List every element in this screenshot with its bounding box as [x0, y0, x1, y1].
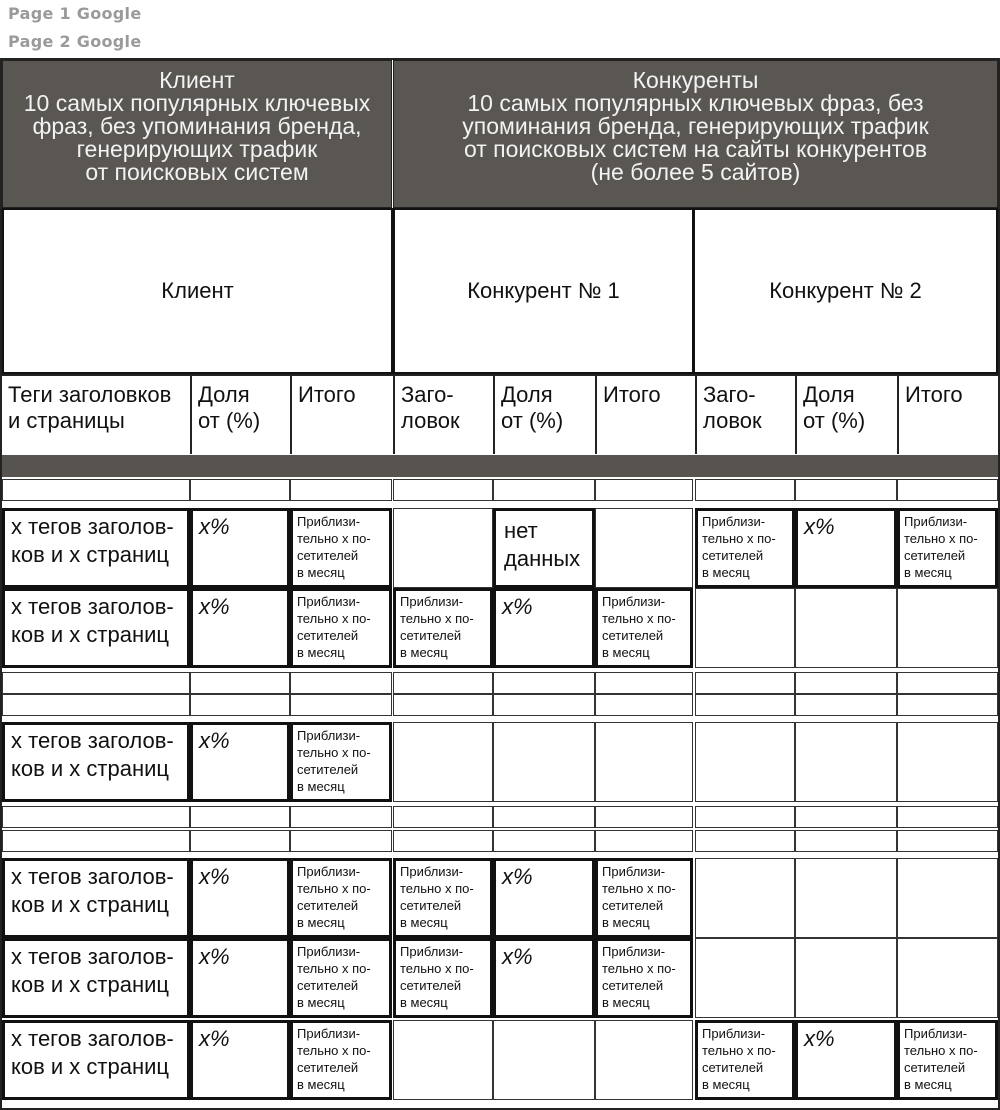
cell-line: данных — [504, 546, 581, 571]
cell-line: тельно x по- — [297, 881, 371, 896]
cell-line: Приблизи- — [702, 514, 766, 529]
empty-cell — [2, 806, 190, 828]
cell-line: сетителей — [297, 1060, 359, 1075]
empty-cell — [190, 672, 290, 694]
approx-cell — [290, 722, 392, 802]
cell-line: в месяц — [297, 779, 345, 794]
client-header-line: 10 самых популярных ключевых — [23, 90, 371, 116]
empty-cell — [795, 694, 897, 716]
empty-cell — [795, 672, 897, 694]
empty-cell — [2, 672, 190, 694]
empty-cell — [493, 672, 595, 694]
cell-line: Приблизи- — [297, 728, 361, 743]
tags-cell — [2, 858, 190, 938]
empty-cell — [897, 588, 998, 668]
empty-cell — [190, 694, 290, 716]
empty-cell — [897, 722, 998, 802]
empty-cell — [695, 694, 795, 716]
tags-cell — [2, 722, 190, 802]
empty-cell — [897, 938, 998, 1018]
empty-cell — [695, 938, 795, 1018]
col-header-heading — [393, 376, 493, 454]
cell-line: в месяц — [702, 565, 750, 580]
percent-cell: x% — [493, 588, 595, 668]
empty-cell — [493, 830, 595, 852]
competitors-header-line: (не более 5 сайтов) — [590, 159, 801, 185]
approx-cell — [290, 1020, 392, 1100]
col-header-line: Доля — [803, 382, 855, 407]
empty-cell — [393, 806, 493, 828]
empty-cell — [695, 672, 795, 694]
tags-cell — [2, 938, 190, 1018]
empty-cell — [393, 1020, 493, 1100]
col-header-total — [290, 376, 392, 454]
cell-line: тельно x по- — [297, 961, 371, 976]
competitors-header — [393, 60, 998, 208]
empty-cell — [2, 694, 190, 716]
cell-line: сетителей — [297, 898, 359, 913]
cell-line: в месяц — [297, 915, 345, 930]
col-header-heading — [695, 376, 795, 454]
col-header-line: Итого — [603, 382, 661, 407]
empty-cell — [290, 806, 392, 828]
approx-cell — [290, 858, 392, 938]
empty-cell — [290, 830, 392, 852]
cell-line: тельно x по- — [904, 531, 978, 546]
cell-line: Приблизи- — [297, 594, 361, 609]
cell-line: ков и x страниц — [11, 972, 170, 997]
rule — [2, 374, 998, 376]
cell-line: в месяц — [297, 645, 345, 660]
cell-line: сетителей — [702, 1060, 764, 1075]
empty-cell — [290, 694, 392, 716]
cell-line: в месяц — [904, 1077, 952, 1092]
cell-line: сетителей — [400, 628, 462, 643]
col-header-line: ловок — [703, 408, 762, 433]
cell-line: в месяц — [297, 1077, 345, 1092]
empty-cell — [695, 858, 795, 938]
approx-cell — [393, 588, 493, 668]
empty-cell — [595, 1020, 693, 1100]
cell-line: Приблизи- — [400, 944, 464, 959]
empty-cell — [595, 830, 693, 852]
empty-cell — [795, 858, 897, 938]
cell-line: ков и x страниц — [11, 542, 170, 567]
cell-line: Приблизи- — [602, 864, 666, 879]
empty-cell — [897, 806, 998, 828]
empty-cell — [695, 722, 795, 802]
col-header-share — [190, 376, 290, 454]
empty-cell — [493, 1020, 595, 1100]
cell-line: Приблизи- — [400, 594, 464, 609]
cell-line: тельно x по- — [297, 611, 371, 626]
empty-cell — [595, 479, 693, 501]
competitors-header-line: от поисковых систем на сайты конкурентов — [463, 136, 928, 162]
cell-line: x тегов заголов- — [11, 514, 174, 539]
cell-line: нет — [504, 518, 538, 543]
cell-line: в месяц — [904, 565, 952, 580]
empty-cell — [695, 588, 795, 668]
empty-cell — [290, 479, 392, 501]
cell-line: в месяц — [400, 915, 448, 930]
tags-cell — [2, 508, 190, 588]
cell-line: x тегов заголов- — [11, 594, 174, 619]
subheader-competitor-1: Конкурент № 1 — [393, 208, 694, 374]
approx-cell — [290, 938, 392, 1018]
cell-line: Приблизи- — [400, 864, 464, 879]
subheader-client: Клиент — [2, 208, 393, 374]
cell-line: в месяц — [297, 995, 345, 1010]
empty-cell — [393, 479, 493, 501]
cell-line: ков и x страниц — [11, 1054, 170, 1079]
cell-line: сетителей — [702, 548, 764, 563]
empty-cell — [493, 479, 595, 501]
percent-cell: x% — [190, 938, 290, 1018]
cell-line: в месяц — [702, 1077, 750, 1092]
empty-cell — [595, 508, 693, 588]
cell-line: ков и x страниц — [11, 756, 170, 781]
empty-cell — [393, 694, 493, 716]
col-header-share — [493, 376, 595, 454]
col-header-line: от (%) — [803, 408, 866, 433]
col-header-line: от (%) — [501, 408, 564, 433]
empty-cell — [493, 694, 595, 716]
cell-line: тельно x по- — [400, 611, 474, 626]
empty-cell — [190, 479, 290, 501]
approx-cell — [897, 1020, 998, 1100]
col-header-line: Теги заголовков — [8, 382, 172, 407]
cell-line: тельно x по- — [297, 531, 371, 546]
empty-cell — [897, 694, 998, 716]
empty-cell — [595, 694, 693, 716]
client-header — [2, 60, 392, 208]
percent-cell: x% — [190, 588, 290, 668]
dark-band — [2, 455, 998, 477]
empty-cell — [290, 672, 392, 694]
cell-line: тельно x по- — [702, 531, 776, 546]
cell-line: сетителей — [297, 628, 359, 643]
col-header-line: Заго- — [401, 382, 454, 407]
cell-line: сетителей — [602, 898, 664, 913]
subheader-competitor-2: Конкурент № 2 — [693, 208, 998, 374]
empty-cell — [190, 806, 290, 828]
col-header-share — [795, 376, 897, 454]
cell-line: в месяц — [602, 645, 650, 660]
cell-line: сетителей — [297, 762, 359, 777]
col-header-line: Итого — [298, 382, 356, 407]
empty-cell — [897, 858, 998, 938]
approx-cell — [695, 508, 795, 588]
empty-cell — [393, 672, 493, 694]
empty-cell — [795, 722, 897, 802]
cell-line: в месяц — [400, 645, 448, 660]
col-header-line: и страницы — [8, 408, 125, 433]
cell-line: x тегов заголов- — [11, 728, 174, 753]
approx-cell — [393, 938, 493, 1018]
empty-cell — [493, 806, 595, 828]
percent-cell: x% — [795, 508, 897, 588]
cell-line: Приблизи- — [602, 594, 666, 609]
approx-cell — [595, 938, 693, 1018]
percent-cell: x% — [190, 508, 290, 588]
cell-line: в месяц — [602, 995, 650, 1010]
empty-cell — [393, 508, 493, 588]
cell-line: сетителей — [904, 548, 966, 563]
no-data-cell — [493, 508, 595, 588]
empty-cell — [2, 479, 190, 501]
client-header-line: фраз, без упоминания бренда, — [32, 113, 362, 139]
approx-cell — [595, 588, 693, 668]
client-header-line: от поисковых систем — [85, 159, 309, 185]
cell-line: тельно x по- — [702, 1043, 776, 1058]
competitors-header-line: Конкуренты — [632, 67, 759, 93]
competitors-header-line: упоминания бренда, генерирующих трафик — [462, 113, 929, 139]
cell-line: Приблизи- — [904, 514, 968, 529]
cell-line: тельно x по- — [400, 961, 474, 976]
tags-cell — [2, 588, 190, 668]
cell-line: Приблизи- — [904, 1026, 968, 1041]
col-header-line: от (%) — [198, 408, 261, 433]
empty-cell — [493, 722, 595, 802]
empty-cell — [795, 588, 897, 668]
col-header-line: Заго- — [703, 382, 756, 407]
cell-line: сетителей — [602, 628, 664, 643]
percent-cell: x% — [493, 938, 595, 1018]
col-header-total — [595, 376, 693, 454]
empty-cell — [2, 830, 190, 852]
cell-line: тельно x по- — [400, 881, 474, 896]
cell-line: тельно x по- — [602, 611, 676, 626]
cell-line: Приблизи- — [297, 944, 361, 959]
cell-line: сетителей — [904, 1060, 966, 1075]
empty-cell — [897, 830, 998, 852]
cell-line: сетителей — [297, 978, 359, 993]
empty-cell — [695, 806, 795, 828]
page-label-2: Page 2 Google — [8, 32, 142, 51]
cell-line: тельно x по- — [297, 1043, 371, 1058]
cell-line: сетителей — [602, 978, 664, 993]
cell-line: Приблизи- — [602, 944, 666, 959]
cell-line: Приблизи- — [702, 1026, 766, 1041]
approx-cell — [897, 508, 998, 588]
approx-cell — [290, 508, 392, 588]
empty-cell — [190, 830, 290, 852]
empty-cell — [897, 672, 998, 694]
page-label-1: Page 1 Google — [8, 4, 142, 23]
client-header-line: Клиент — [159, 67, 235, 93]
empty-cell — [695, 830, 795, 852]
empty-cell — [393, 722, 493, 802]
empty-cell — [595, 672, 693, 694]
client-header-line: генерирующих трафик — [76, 136, 318, 162]
cell-line: тельно x по- — [602, 881, 676, 896]
approx-cell — [695, 1020, 795, 1100]
empty-cell — [393, 830, 493, 852]
cell-line: x тегов заголов- — [11, 944, 174, 969]
cell-line: x тегов заголов- — [11, 1026, 174, 1051]
cell-line: в месяц — [400, 995, 448, 1010]
competitors-header-line: 10 самых популярных ключевых фраз, без — [467, 90, 924, 116]
cell-line: сетителей — [400, 978, 462, 993]
percent-cell: x% — [190, 722, 290, 802]
cell-line: тельно x по- — [297, 745, 371, 760]
cell-line: в месяц — [602, 915, 650, 930]
empty-cell — [897, 479, 998, 501]
empty-cell — [795, 479, 897, 501]
approx-cell — [290, 588, 392, 668]
cell-line: ков и x страниц — [11, 892, 170, 917]
cell-line: Приблизи- — [297, 864, 361, 879]
col-header-total — [897, 376, 998, 454]
cell-line: сетителей — [400, 898, 462, 913]
empty-cell — [595, 722, 693, 802]
cell-line: тельно x по- — [602, 961, 676, 976]
cell-line: сетителей — [297, 548, 359, 563]
percent-cell: x% — [493, 858, 595, 938]
cell-line: ков и x страниц — [11, 622, 170, 647]
cell-line: в месяц — [297, 565, 345, 580]
empty-cell — [795, 938, 897, 1018]
cell-line: x тегов заголов- — [11, 864, 174, 889]
approx-cell — [393, 858, 493, 938]
empty-cell — [795, 806, 897, 828]
empty-cell — [595, 806, 693, 828]
tags-cell — [2, 1020, 190, 1100]
col-header-tags — [2, 376, 190, 454]
empty-cell — [795, 830, 897, 852]
percent-cell: x% — [795, 1020, 897, 1100]
col-header-line: Доля — [198, 382, 250, 407]
percent-cell: x% — [190, 1020, 290, 1100]
empty-cell — [695, 479, 795, 501]
col-header-line: ловок — [401, 408, 460, 433]
col-header-line: Доля — [501, 382, 553, 407]
col-header-line: Итого — [905, 382, 963, 407]
cell-line: тельно x по- — [904, 1043, 978, 1058]
cell-line: Приблизи- — [297, 514, 361, 529]
cell-line: Приблизи- — [297, 1026, 361, 1041]
approx-cell — [595, 858, 693, 938]
percent-cell: x% — [190, 858, 290, 938]
